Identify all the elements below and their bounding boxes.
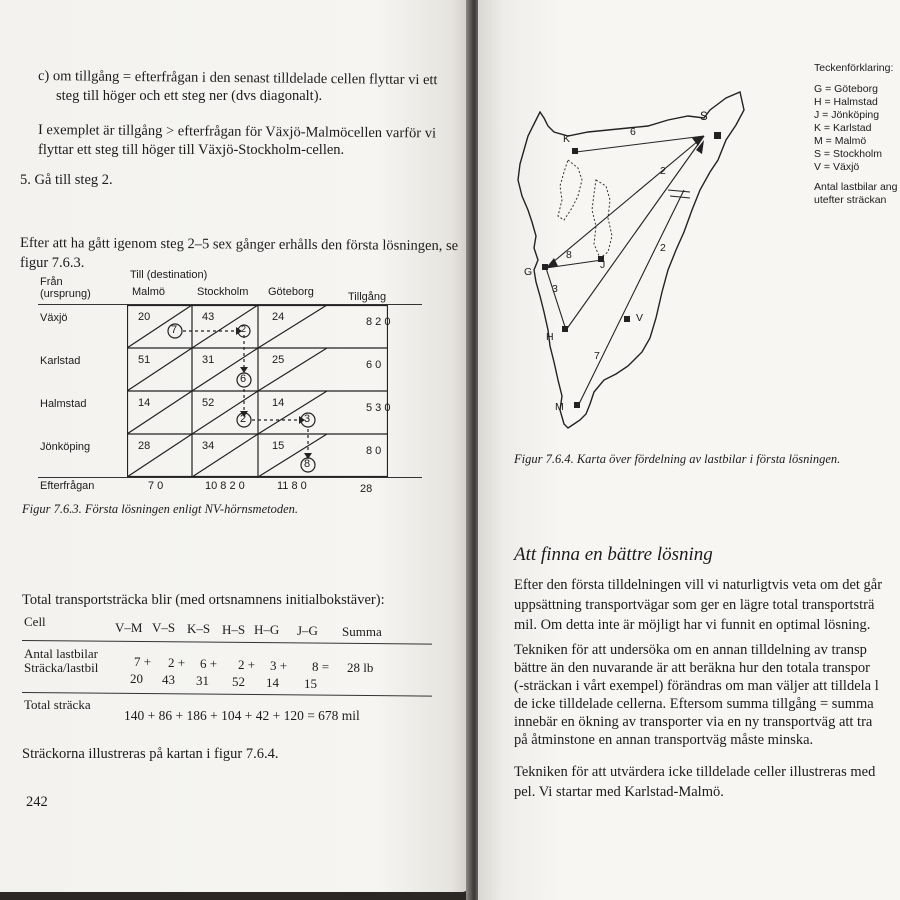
- p2-line1: Tekniken för att undersöka om en annan tilldelning av transp: [514, 642, 867, 658]
- dist-jg: 15: [304, 676, 317, 691]
- cost-vaxjo-malmo: 20: [138, 311, 151, 323]
- supply-vaxjo: 8 2 0: [366, 316, 391, 328]
- para-c-line1: c) om tillgång = efterfrågan i den senast tilldelade cellen flyttar vi ett: [37, 68, 438, 89]
- trucks-ks: 6 +: [200, 656, 218, 671]
- cost-halmstad-stockholm: 52: [202, 397, 215, 409]
- demand-stockholm: 10 8 2 0: [205, 480, 245, 492]
- total-intro: Total transportsträcka blir (med ortsnamnens initialbokstäver):: [22, 592, 385, 608]
- cost-karlstad-malmo: 51: [138, 354, 151, 366]
- right-page: [478, 0, 900, 900]
- dist-ks: 31: [196, 673, 209, 688]
- sum-cell-label: Cell: [24, 614, 46, 629]
- routes-note: Sträckorna illustreras på kartan i figur 7.6.4.: [22, 746, 279, 762]
- legend-title: Teckenförklaring:: [814, 62, 894, 74]
- sum-cell-vs: V–S: [152, 620, 176, 635]
- from-label: Från: [40, 276, 63, 288]
- route-number-v-s: 2: [660, 165, 666, 177]
- demand-malmo: 7 0: [148, 480, 164, 492]
- sum-cell-jg: J–G: [297, 623, 318, 638]
- map-label-s: S: [700, 111, 708, 123]
- demand-label: Efterfrågan: [40, 480, 95, 492]
- legend-k: K = Karlstad: [814, 122, 872, 134]
- route-number-j-g: 8: [566, 249, 572, 261]
- legend-note-2: utefter sträckan: [814, 194, 887, 206]
- p2-line5: innebär en ökning av transporter via en ny transportväg att tra: [514, 714, 873, 730]
- trucks-label: Antal lastbilar: [24, 646, 99, 661]
- legend-j: J = Jönköping: [814, 109, 880, 121]
- p3-line2: pel. Vi startar med Karlstad-Malmö.: [514, 784, 724, 800]
- route-number-v-m: 7: [594, 350, 600, 362]
- cost-jonkoping-stockholm: 34: [202, 440, 215, 452]
- total-supply-demand: 28: [360, 483, 373, 495]
- to-label: Till (destination): [130, 269, 208, 281]
- sum-cell-vm: V–M: [115, 620, 143, 635]
- route-number-k-s: 6: [630, 126, 636, 138]
- cost-karlstad-stockholm: 31: [202, 354, 215, 366]
- p1-line2: uppsättning transportvägar som ger en lägre total transportsträ: [514, 597, 875, 613]
- allocation-hg: 3: [304, 413, 311, 425]
- trucks-vm: 7 +: [134, 654, 152, 669]
- allocation-hs: 2: [240, 413, 247, 425]
- legend-h: H = Halmstad: [814, 96, 878, 108]
- p2-line3: (-sträckan i vårt exempel) förändras om man väljer att tilldela l: [514, 678, 879, 694]
- legend-s: S = Stockholm: [814, 148, 882, 160]
- sum-rule-1: [22, 640, 432, 645]
- col-header-supply: Tillgång: [348, 291, 387, 303]
- sum-cell-ks: K–S: [187, 621, 211, 636]
- example-line1: I exemplet är tillgång > efterfrågan för Växjö-Malmöcellen varför vi: [37, 122, 437, 142]
- total-distance-line: 140 + 86 + 186 + 104 + 42 + 120 = 678 mil: [124, 708, 360, 723]
- route-number-h-g: 3: [552, 283, 558, 295]
- supply-karlstad: 6 0: [366, 359, 382, 371]
- col-header-goteborg: Göteborg: [268, 286, 314, 298]
- para-c-line2: steg till höger och ett steg ner (dvs diagonalt).: [56, 88, 323, 104]
- supply-halmstad: 5 3 0: [366, 402, 391, 414]
- dist-vs: 43: [162, 672, 175, 687]
- trucks-hs: 2 +: [238, 657, 256, 672]
- map-label-v: V: [636, 312, 644, 324]
- allocation-ks: 6: [240, 373, 247, 385]
- row-label-karlstad: Karlstad: [40, 355, 81, 367]
- route-number-h-s: 2: [660, 242, 666, 254]
- map-label-j: J: [600, 259, 606, 271]
- supply-jonkoping: 8 0: [366, 445, 382, 457]
- dist-label: Sträcka/lastbil: [24, 660, 99, 675]
- p2-line2: bättre än den nuvarande är att beräkna hur den totala transpor: [514, 660, 870, 676]
- p2-line4: de icke tilldelade cellerna. Eftersom summa tillgång = summa: [514, 696, 874, 712]
- table-footer-rule: [38, 477, 422, 478]
- sum-cell-hg: H–G: [254, 622, 280, 637]
- from-label-sub: (ursprung): [40, 288, 91, 300]
- row-label-jonkoping: Jönköping: [40, 441, 91, 453]
- trucks-vs: 2 +: [168, 655, 186, 670]
- legend-g: G = Göteborg: [814, 83, 878, 95]
- legend-m: M = Malmö: [814, 135, 867, 147]
- map-label-g: G: [524, 266, 533, 278]
- allocation-vs: 2: [241, 324, 247, 334]
- demand-goteborg: 11 8 0: [277, 480, 307, 492]
- p1-line1: Efter den första tilldelningen vill vi naturligtvis veta om det går: [514, 577, 883, 593]
- example-line2: flyttar ett steg till höger till Växjö-Stockholm-cellen.: [38, 142, 345, 158]
- trucks-total: 28 lb: [347, 660, 374, 675]
- cost-vaxjo-stockholm: 43: [202, 311, 215, 323]
- p1-line3: mil. Om detta inte är möjligt har vi funnit en optimal lösning.: [514, 617, 871, 633]
- allocation-jg: 8: [304, 458, 311, 470]
- map-label-h: H: [546, 331, 554, 343]
- page-number: 242: [26, 794, 48, 810]
- after-line1: Efter att ha gått igenom steg 2–5 sex gånger erhålls den första lösningen, se: [19, 235, 459, 255]
- row-label-vaxjo: Växjö: [40, 312, 68, 324]
- fig-7-6-4-caption: Figur 7.6.4. Karta över fördelning av lastbilar i första lösningen.: [514, 452, 841, 466]
- after-line2: figur 7.6.3.: [20, 255, 85, 271]
- map-label-k: K: [563, 133, 571, 145]
- sum-cell-hs: H–S: [222, 622, 246, 637]
- map-label-m: M: [555, 401, 564, 413]
- step-5: 5. Gå till steg 2.: [20, 172, 113, 188]
- cost-halmstad-malmo: 14: [138, 397, 151, 409]
- allocation-vm: 7: [171, 324, 178, 336]
- col-header-malmo: Malmö: [132, 286, 166, 298]
- trucks-hg: 3 +: [270, 658, 288, 673]
- cost-halmstad-goteborg: 14: [272, 397, 285, 409]
- dist-vm: 20: [130, 671, 143, 686]
- legend-v: V = Växjö: [814, 161, 860, 173]
- trucks-jg: 8 =: [312, 659, 330, 674]
- row-label-halmstad: Halmstad: [40, 398, 87, 410]
- p2-line6: på åtminstone en annan transportväg måste minska.: [514, 732, 814, 748]
- sum-label: Summa: [342, 624, 382, 639]
- allocation-grid: [127, 305, 391, 477]
- total-distance-label: Total sträcka: [24, 697, 91, 712]
- sum-rule-2: [22, 692, 432, 697]
- cost-vaxjo-goteborg: 24: [272, 311, 285, 323]
- col-header-stockholm: Stockholm: [197, 286, 249, 298]
- dist-hs: 52: [232, 674, 245, 689]
- section-heading: Att finna en bättre lösning: [514, 544, 713, 565]
- cost-jonkoping-goteborg: 15: [272, 440, 285, 452]
- legend-note-1: Antal lastbilar ang: [814, 181, 898, 193]
- dist-hg: 14: [266, 675, 279, 690]
- fig-7-6-3-caption: Figur 7.6.3. Första lösningen enligt NV-hörnsmetoden.: [22, 502, 299, 516]
- p3-line1: Tekniken för att utvärdera icke tilldelade celler illustreras med: [514, 764, 876, 780]
- cost-jonkoping-malmo: 28: [138, 440, 151, 452]
- cost-karlstad-goteborg: 25: [272, 354, 285, 366]
